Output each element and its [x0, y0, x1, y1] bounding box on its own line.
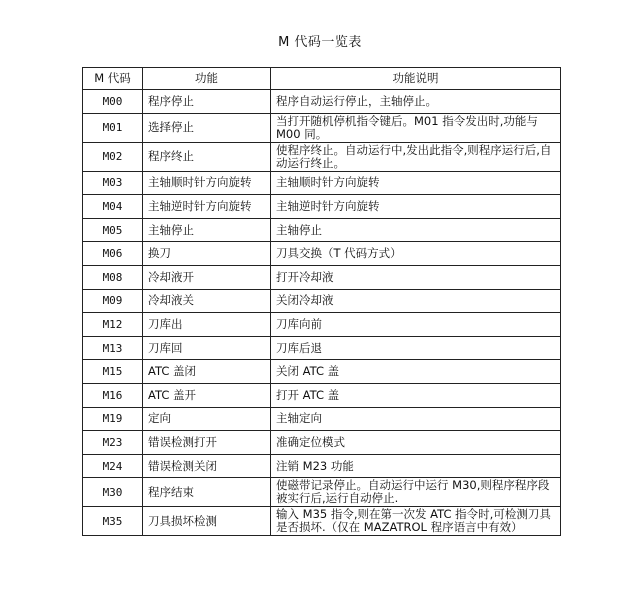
function-cell: 主轴顺时针方向旋转	[143, 171, 271, 195]
table-row	[83, 195, 561, 219]
page-title: M 代码一览表	[278, 35, 362, 50]
table-row	[83, 360, 561, 384]
function-cell: 程序结束	[143, 478, 271, 507]
table-row	[83, 313, 561, 337]
table-row	[83, 507, 561, 536]
code-cell: M12	[83, 313, 143, 337]
table-row	[83, 171, 561, 195]
code-cell: M35	[83, 507, 143, 536]
description-cell: 使程序终止。自动运行中,发出此指令,则程序运行后,自动运行终止。	[271, 142, 561, 171]
table-row	[83, 218, 561, 242]
description-cell: 主轴停止	[271, 218, 561, 242]
function-cell: 定向	[143, 407, 271, 431]
function-cell: 刀库出	[143, 313, 271, 337]
description-cell: 主轴逆时针方向旋转	[271, 195, 561, 219]
function-cell: 换刀	[143, 242, 271, 266]
description-cell: 关闭 ATC 盖	[271, 360, 561, 384]
description-cell: 刀库向前	[271, 313, 561, 337]
function-cell: 错误检测打开	[143, 431, 271, 455]
code-cell: M04	[83, 195, 143, 219]
code-cell: M15	[83, 360, 143, 384]
function-cell: 主轴停止	[143, 218, 271, 242]
description-cell: 输入 M35 指令,则在第一次发 ATC 指令时,可检测刀具是否损坏.（仅在 MAZATROL 程序语言中有效）	[271, 507, 561, 536]
code-cell: M30	[83, 478, 143, 507]
table-row	[83, 90, 561, 114]
header-description: 功能说明	[271, 68, 561, 90]
function-cell: 主轴逆时针方向旋转	[143, 195, 271, 219]
function-cell: ATC 盖闭	[143, 360, 271, 384]
description-cell: 当打开随机停机指令键后。M01 指令发出时,功能与 M00 同。	[271, 113, 561, 142]
code-cell: M01	[83, 113, 143, 142]
header-function: 功能	[143, 68, 271, 90]
description-cell: 打开 ATC 盖	[271, 383, 561, 407]
table-row	[83, 478, 561, 507]
table-row	[83, 383, 561, 407]
code-cell: M08	[83, 265, 143, 289]
description-cell: 程序自动运行停止，主轴停止。	[271, 90, 561, 114]
code-cell: M23	[83, 431, 143, 455]
description-cell: 准确定位模式	[271, 431, 561, 455]
function-cell: 冷却液开	[143, 265, 271, 289]
function-cell: ATC 盖开	[143, 383, 271, 407]
code-cell: M19	[83, 407, 143, 431]
description-cell: 打开冷却液	[271, 265, 561, 289]
table-row	[83, 265, 561, 289]
code-cell: M13	[83, 336, 143, 360]
function-cell: 错误检测关闭	[143, 454, 271, 478]
code-cell: M02	[83, 142, 143, 171]
description-cell: 刀库后退	[271, 336, 561, 360]
function-cell: 程序终止	[143, 142, 271, 171]
table-row	[83, 289, 561, 313]
description-cell: 关闭冷却液	[271, 289, 561, 313]
description-cell: 注销 M23 功能	[271, 454, 561, 478]
m-code-table	[82, 67, 561, 536]
code-cell: M06	[83, 242, 143, 266]
table-row	[83, 407, 561, 431]
code-cell: M16	[83, 383, 143, 407]
table-row	[83, 454, 561, 478]
table-row	[83, 142, 561, 171]
code-cell: M03	[83, 171, 143, 195]
table-row	[83, 242, 561, 266]
function-cell: 选择停止	[143, 113, 271, 142]
function-cell: 冷却液关	[143, 289, 271, 313]
table-row	[83, 336, 561, 360]
table-row	[83, 113, 561, 142]
description-cell: 使磁带记录停止。自动运行中运行 M30,则程序程序段被实行后,运行自动停止.	[271, 478, 561, 507]
code-cell: M00	[83, 90, 143, 114]
description-cell: 刀具交换（T 代码方式）	[271, 242, 561, 266]
code-cell: M05	[83, 218, 143, 242]
code-cell: M09	[83, 289, 143, 313]
function-cell: 刀库回	[143, 336, 271, 360]
function-cell: 程序停止	[143, 90, 271, 114]
function-cell: 刀具损坏检测	[143, 507, 271, 536]
header-code: M 代码	[83, 68, 143, 90]
table-header-row	[83, 68, 561, 90]
description-cell: 主轴顺时针方向旋转	[271, 171, 561, 195]
code-cell: M24	[83, 454, 143, 478]
table-row	[83, 431, 561, 455]
description-cell: 主轴定向	[271, 407, 561, 431]
